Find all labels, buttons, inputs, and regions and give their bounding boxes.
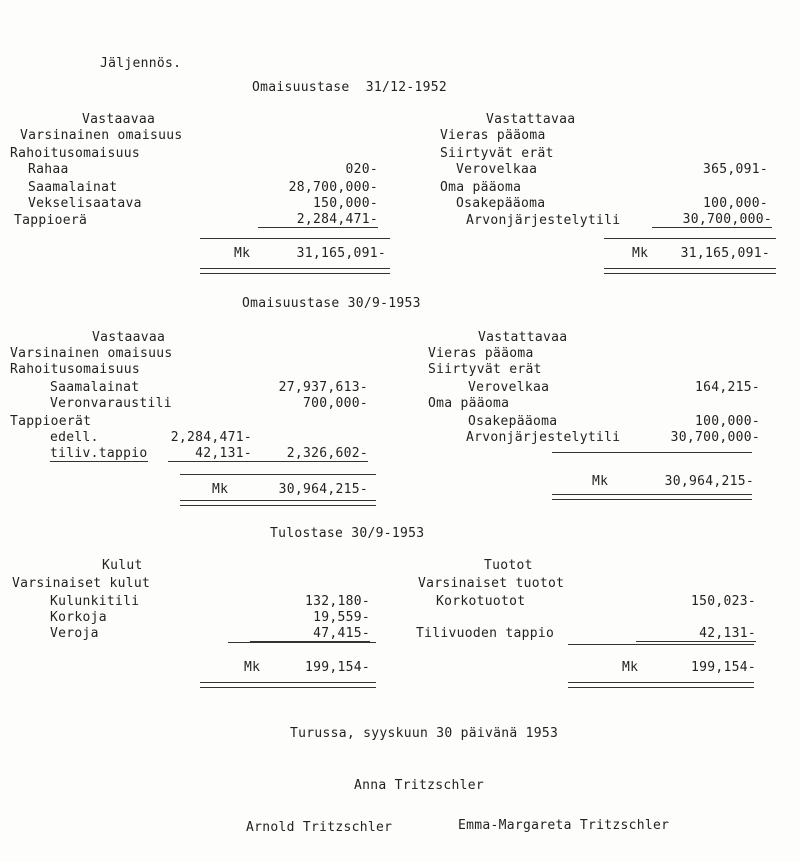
income-revenue-value: 42,131- (636, 626, 756, 642)
balance-1953-assets-total: 30,964,215- (278, 482, 368, 497)
balance-1953-liabilities-total-prefix: Mk (592, 474, 609, 489)
balance-1953-title: Omaisuustase 30/9-1953 (242, 296, 421, 311)
balance-1953-asset-label: Tappioerät (10, 414, 92, 429)
balance-1953-asset-label: Saamalainat (50, 380, 140, 395)
balance-1953-liabilities-total: 30,964,215- (664, 474, 754, 489)
balance-1952-liabilities-total: 31,165,091- (680, 246, 770, 261)
divider (604, 238, 776, 239)
divider (552, 452, 752, 453)
balance-1953-liability-value: 100,000- (694, 414, 760, 429)
divider (568, 644, 754, 645)
balance-1952-asset-value: 150,000- (312, 196, 378, 211)
double-rule (604, 268, 776, 274)
income-cost-label: Kulunkitili (50, 594, 140, 609)
balance-1953-liability-label: Arvonjärjestelytili (466, 430, 621, 445)
balance-1952-asset-label: Rahaa (28, 162, 69, 177)
balance-1953-liability-value: 30,700,000- (670, 430, 760, 445)
signer-name: Emma-Margareta Tritzschler (458, 818, 670, 833)
balance-1952-asset-value: 28,700,000- (288, 180, 378, 195)
balance-1953-assets-total-prefix: Mk (212, 482, 229, 497)
double-rule (200, 682, 376, 688)
balance-1953-assets-heading: Vastaavaa (92, 330, 166, 345)
balance-1952-liability-label: Vieras pääoma (440, 128, 546, 143)
balance-1952-liability-label: Verovelkaa (456, 162, 538, 177)
balance-1952-liability-label: Siirtyvät erät (440, 146, 554, 161)
balance-1952-title: Omaisuustase 31/12-1952 (252, 80, 448, 95)
balance-1952-liabilities-heading: Vastattavaa (486, 112, 576, 127)
balance-1952-asset-value: 2,284,471- (258, 212, 378, 228)
income-revenue-label: Varsinaiset tuotot (418, 576, 565, 591)
double-rule (568, 682, 754, 688)
balance-1953-asset-value: 2,284,471- (170, 430, 252, 445)
balance-1952-asset-label: Rahoitusomaisuus (10, 146, 141, 161)
balance-1952-asset-label: Varsinainen omaisuus (20, 128, 183, 143)
balance-1953-asset-value: 700,000- (302, 396, 368, 411)
double-rule (552, 494, 752, 500)
balance-1952-liability-value: 30,700,000- (652, 212, 772, 228)
balance-1952-liability-label: Oma pääoma (440, 180, 522, 195)
balance-1953-liability-label: Siirtyvät erät (428, 362, 542, 377)
divider (228, 642, 376, 643)
income-costs-heading: Kulut (102, 558, 143, 573)
divider (180, 474, 376, 475)
income-costs-total-prefix: Mk (244, 660, 261, 675)
balance-1952-liability-label: Osakepääoma (456, 196, 546, 211)
balance-1953-asset-subtotal: 2,326,602- (248, 446, 368, 462)
balance-1953-asset-value: 42,131- (168, 446, 252, 462)
balance-1953-asset-label: edell. (50, 430, 99, 445)
income-revenue-total-prefix: Mk (622, 660, 639, 675)
balance-1953-asset-label: tiliv.tappio (50, 446, 148, 461)
balance-1953-liabilities-heading: Vastattavaa (478, 330, 568, 345)
balance-1952-liability-value: 100,000- (702, 196, 768, 211)
balance-1952-asset-label: Tappioerä (14, 213, 88, 228)
balance-1953-liability-label: Osakepääoma (468, 414, 558, 429)
balance-1952-liability-value: 365,091- (702, 162, 768, 177)
income-cost-label: Varsinaiset kulut (12, 576, 151, 591)
balance-1953-asset-label: Varsinainen omaisuus (10, 346, 173, 361)
balance-1953-liability-label: Verovelkaa (468, 380, 550, 395)
copy-label: Jäljennös. (100, 56, 182, 71)
balance-1953-asset-label: Rahoitusomaisuus (10, 362, 141, 377)
income-revenue-heading: Tuotot (484, 558, 533, 573)
balance-1953-asset-label: Veronvaraustili (50, 396, 172, 411)
income-1953-title: Tulostase 30/9-1953 (270, 526, 425, 541)
income-revenue-total: 199,154- (690, 660, 756, 675)
signer-name: Arnold Tritzschler (246, 820, 393, 835)
balance-1952-liabilities-total-prefix: Mk (632, 246, 649, 261)
balance-1952-asset-label: Vekselisaatava (28, 196, 142, 211)
balance-1952-assets-heading: Vastaavaa (82, 112, 156, 127)
balance-1952-asset-value: 020- (345, 162, 378, 177)
balance-1952-liability-label: Arvonjärjestelytili (466, 213, 621, 228)
balance-1952-asset-label: Saamalainat (28, 180, 118, 195)
balance-1952-assets-total: 31,165,091- (296, 246, 386, 261)
double-rule (200, 268, 390, 274)
divider (200, 238, 390, 239)
balance-1953-liability-value: 164,215- (694, 380, 760, 395)
balance-1953-liability-label: Oma pääoma (428, 396, 510, 411)
double-rule (180, 500, 376, 506)
balance-1952-assets-total-prefix: Mk (234, 246, 251, 261)
income-cost-value: 132,180- (304, 594, 370, 609)
balance-1953-asset-value: 27,937,613- (278, 380, 368, 395)
income-revenue-value: 150,023- (690, 594, 756, 609)
signer-name: Anna Tritzschler (354, 778, 485, 793)
income-cost-label: Veroja (50, 626, 99, 641)
income-cost-value: 47,415- (250, 626, 370, 642)
place-date: Turussa, syyskuun 30 päivänä 1953 (290, 726, 559, 741)
income-revenue-label: Korkotuotot (436, 594, 526, 609)
income-costs-total: 199,154- (304, 660, 370, 675)
income-cost-value: 19,559- (313, 610, 370, 625)
balance-1953-liability-label: Vieras pääoma (428, 346, 534, 361)
income-cost-label: Korkoja (50, 610, 107, 625)
income-revenue-label: Tilivuoden tappio (416, 626, 555, 641)
